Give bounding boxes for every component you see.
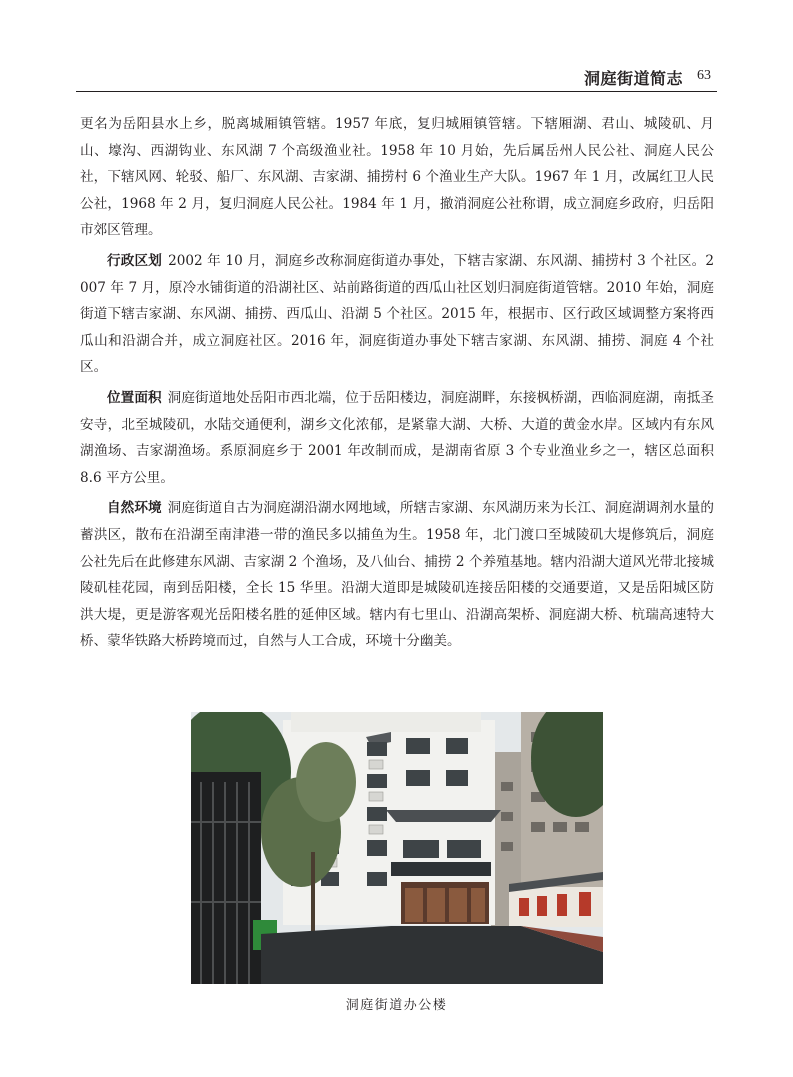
paragraph-location-area [80,385,714,491]
section-heading: 行政区划 [107,252,163,269]
section-heading: 自然环境 [107,500,162,517]
book-title: 洞庭街道简志 [583,69,683,88]
page-number: 63 [697,68,711,83]
paragraph-text: 洞庭街道地处岳阳市西北端，位于岳阳楼边，洞庭湖畔，东接枫桥湖，西临洞庭湖，南抵圣安寺，北至城陵矶，水陆交通便利，湖乡文化浓郁，是紧靠大湖、大桥、大道的黄金水岸。区域内有东风湖渔场、吉家湖渔场。系原洞庭乡于 2001 年改制而成，是湖南省原 3 个专业渔业乡之一，辖区总面积 8.6 平方公里。 [80,389,715,486]
paragraph-history [80,111,714,244]
office-building-photo [191,712,603,984]
header-rule [76,91,717,92]
figure-caption: 洞庭街道办公楼 [345,998,448,1013]
paragraph-text: 更名为岳阳县水上乡，脱离城厢镇管辖。1957 年底，复归城厢镇管辖。下辖厢湖、君山、城陵矶、月山、壕沟、西湖钩业、东风湖 7 个高级渔业社。1958 年 10 月始，先后属岳州人民公社、洞庭人民公社，下辖风网、轮驳、船厂、东风湖、吉家湖、捕捞村 6 个渔业生产大队。1967 年 1 月，改属红卫人民公社，1968 年 2 月，复归洞庭人民公社。1984 年 1 月，撤消洞庭公社称谓，成立洞庭乡政府，归岳阳市郊区管理。 [80,116,714,239]
paragraph-text: 2002 年 10 月，洞庭乡改称洞庭街道办事处，下辖吉家湖、东风湖、捕捞村 3 个社区。2007 年 7 月，原冷水铺街道的沿湖社区、站前路街道的西瓜山社区划归洞庭街道管辖。2010 年始，洞庭街道下辖吉家湖、东风湖、捕捞、西瓜山、沿湖 5 个社区。2015 年，根据市、区行政区域调整方案将西瓜山和沿湖合并，成立洞庭社区。2016 年，洞庭街道办事处下辖吉家湖、东风湖、捕捞、洞庭 4 个社区。 [80,252,715,376]
paragraph-administrative-division [80,248,714,381]
body-text [80,111,714,659]
paragraph-natural-environment [80,495,714,655]
section-heading: 位置面积 [107,389,162,406]
running-header [0,58,793,92]
paragraph-text: 洞庭街道自古为洞庭湖沿湖水网地域，所辖吉家湖、东风湖历来为长江、洞庭湖调剂水量的蓄洪区，散布在沿湖至南津港一带的渔民多以捕鱼为生。1958 年，北门渡口至城陵矶大堤修筑后，洞庭公社先后在此修建东风湖、吉家湖 2 个渔场，及八仙台、捕捞 2 个养殖基地。辖内沿湖大道风光带北接城陵矶桂花园，南到岳阳楼，全长 15 华里。沿湖大道即是城陵矶连接岳阳楼的交通要道，又是岳阳城区防洪大堤，更是游客观光岳阳楼名胜的延伸区域。辖内有七里山、沿湖高架桥、洞庭湖大桥、杭瑞高速特大桥、蒙华铁路大桥跨境而过，自然与人工合成，环境十分幽美。 [80,500,715,650]
